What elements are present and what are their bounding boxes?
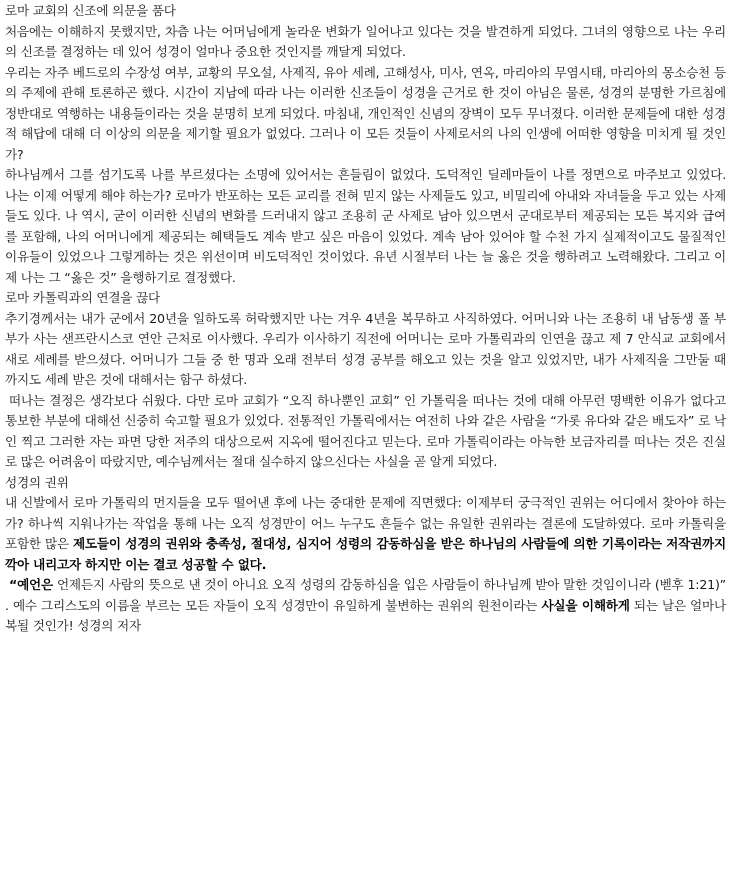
paragraph-ultimate-authority — [5, 493, 726, 575]
paragraph-prophecy-quote — [5, 575, 726, 637]
highlighted-text: 사실을 이해하게 — [541, 597, 630, 613]
paragraph-text: 내 신발에서 로마 가톨릭의 먼지들을 모두 떨어낸 후에 나는 중대한 문제에 직면했다: 이제부터 궁극적인 권위는 어디에서 찾아야 하는가? 하나씩 지워나가는 작업을 통해 나는 오직 성경만이 어느 누구도 흔들수 없는 유일한 권위라는 결론에 도달하였다. 로마 카톨릭을 포함한 많은 — [5, 495, 726, 551]
section-heading-bible-authority: 성경의 권위 — [5, 474, 69, 490]
section-heading-roman-creed: 로마 교회의 신조에 의문을 품다 — [5, 3, 176, 18]
highlighted-text: 제도들이 성경의 권위와 충족성, 절대성, 심지어 성령의 감동하심을 받은 하나님의 사람들에 의한 기록이라는 저작권까지 깍아 내리고자 하지만 이는 결코 성공할 수 없다. — [5, 536, 726, 572]
paragraph-moral-dilemma: 하나님께서 그를 섬기도록 나를 부르셨다는 소명에 있어서는 흔들림이 없었다. 도덕적인 딜레마들이 나를 정면으로 마주보고 있었다. 나는 이제 어떻게 해야 하는가? 로마가 반포하는 모든 교리를 전혀 믿지 않는 사제들도 있고, 비밀리에 아내와 자녀들을 두고 있는 사제들도 있다. 나 역시, 굳이 이러한 신념의 변화를 드러내지 않고 조용히 군 사제로 남아 있으면서 군대로부터 제공되는 모든 복지와 급여를 포함해, 나의 어머니에게 제공되는 혜택들도 계속 받고 싶은 마음이 있었다. 계속 남아 있어야 할 수천 가지 실제적이고도 물질적인 이유들이 있었으나 그렇게하는 것은 위선이며 비도덕적인 것이었다. 유년 시절부터 나는 늘 옳은 것을 행하려고 노력해왔다. 그리고 이제 나는 그 “옳은 것” 을행하기로 결정했다. — [5, 167, 726, 285]
paragraph-decision-to-leave: 떠나는 결정은 생각보다 쉬웠다. 다만 로마 교회가 “오직 하나뿐인 교회” 인 가톨릭을 떠나는 것에 대해 아무런 명백한 이유가 없다고 통보한 부분에 대해선 신중히 숙고할 필요가 있었다. 전통적인 가톨릭에서는 여전히 나와 같은 사람을 “가롯 유다와 같은 배도자” 로 낙인 찍고 그러한 자는 파면 당한 저주의 대상으로써 지옥에 떨어진다고 믿는다. 로마 가톨릭이라는 아늑한 보금자리를 떠나는 것은 진실로 많은 어려움이 따랐지만, 예수님께서는 절대 실수하지 않으신다는 사실을 곧 알게 되었다. — [5, 392, 726, 469]
highlighted-text: “예언은 — [9, 577, 53, 592]
section-heading-break-with-catholic: 로마 카톨릭과의 연결을 끊다 — [5, 290, 160, 305]
paragraph-discussions: 우리는 자주 베드로의 수장성 여부, 교황의 무오설, 사제직, 유아 세례, 고해성사, 미사, 연옥, 마리아의 무염시태, 마리아의 몽소승천 등의 주제에 관해 토론하곤 했다. 시간이 지남에 따라 나는 이러한 신조들이 성경을 근거로 한 것이 아님은 물론, 성경의 분명한 가르침에 정반대로 역행하는 내용들이라는 것을 분명히 보게 되었다. 마침내, 개인적인 신념의 장벽이 모두 무너졌다. 이러한 문제들에 대한 성경적 해답에 대해 더 이상의 의문을 제기할 필요가 없었다. 그러나 이 모든 것들이 사제로서의 나의 인생에 어떠한 영향을 미치게 될 것인가? — [5, 64, 726, 162]
paragraph-text: 언제든지 사람의 뜻으로 낸 것이 아니요 오직 성령의 감동하심을 입은 사람들이 하나님께 받아 말한 것임이니라 (벧후 1:21)” . 예수 그리스도의 이름을 부르는 모든 자들이 오직 성경만이 유일하게 불변하는 권위의 원천이라는 — [5, 577, 726, 613]
paragraph-resignation: 추기경께서는 내가 군에서 20년을 일하도록 허락했지만 나는 겨우 4년을 복무하고 사직하였다. 어머니와 나는 조용히 내 남동생 폴 부부가 사는 샌프란시스코 연안 근처로 이사했다. 우리가 이사하기 직전에 어머니는 로마 가톨릭과의 인연을 끊고 제 7 안식교 교회에서 새로 세례를 받으셨다. 어머니가 그들 중 한 명과 오래 전부터 성경 공부를 해오고 있는 것을 알고 있었지만, 내가 사제직을 그만둘 때 까지도 세례 받은 것에 대해서는 함구 하셨다. — [5, 310, 726, 387]
paragraph-text: 되는 날은 얼마나 복될 것인가! 성경의 저자 — [5, 597, 726, 633]
paragraph-mother-change: 처음에는 이해하지 못했지만, 차츰 나는 어머님에게 놀라운 변화가 일어나고 있다는 것을 발견하게 되었다. 그녀의 영향으로 나는 우리의 신조를 결정하는 데 있어 성경이 얼마나 중요한 것인지를 깨달게 되었다. — [5, 23, 726, 59]
